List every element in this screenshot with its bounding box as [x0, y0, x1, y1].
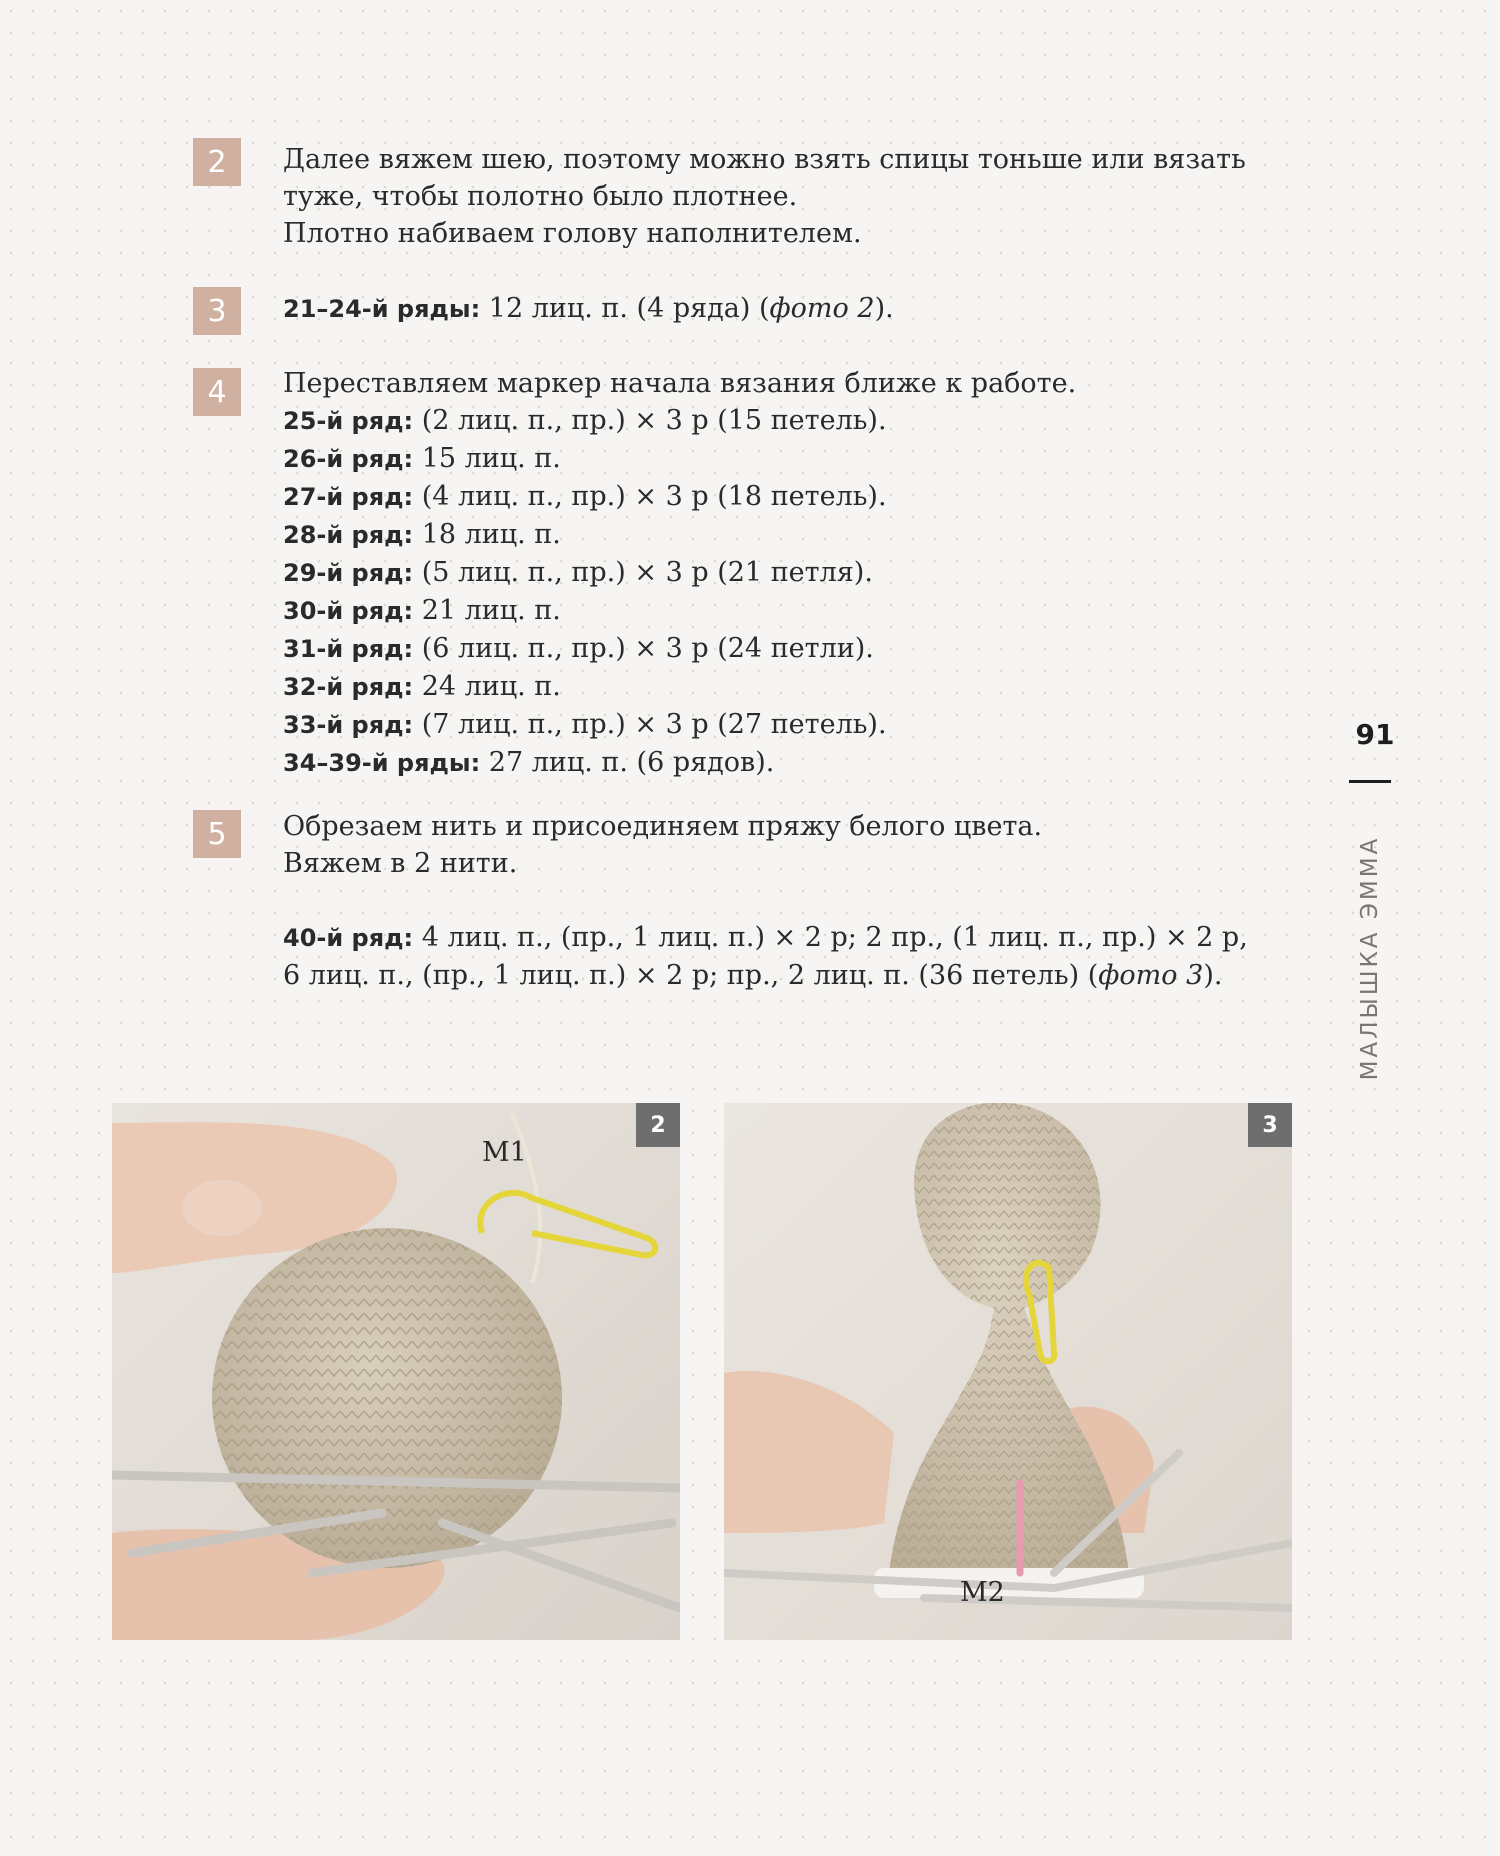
photo-2	[112, 1103, 680, 1640]
step-number-5: 5	[193, 810, 241, 858]
step-3-text: 21–24-й ряды: 12 лиц. п. (4 ряда) (фото 2).	[283, 293, 894, 324]
row-27: 27-й ряд: (4 лиц. п., пр.) × 3 р (18 петель).	[283, 481, 887, 512]
photo-3-image	[724, 1103, 1292, 1640]
photo-2-marker-label: M1	[482, 1137, 527, 1168]
row-31: 31-й ряд: (6 лиц. п., пр.) × 3 р (24 петли).	[283, 633, 874, 664]
photo-3-marker-label: M2	[960, 1577, 1005, 1608]
photo-3-number: 3	[1248, 1103, 1292, 1147]
row-25: 25-й ряд: (2 лиц. п., пр.) × 3 р (15 петель).	[283, 405, 887, 436]
step-number-2: 2	[193, 138, 241, 186]
photo-3	[724, 1103, 1292, 1640]
chapter-title: МАЛЫШКА ЭММА	[1357, 835, 1383, 1081]
row-30: 30-й ряд: 21 лиц. п.	[283, 595, 561, 626]
row-29: 29-й ряд: (5 лиц. п., пр.) × 3 р (21 петля).	[283, 557, 873, 588]
row-32: 32-й ряд: 24 лиц. п.	[283, 671, 561, 702]
row-34-39: 34–39-й ряды: 27 лиц. п. (6 рядов).	[283, 747, 775, 778]
row-33: 33-й ряд: (7 лиц. п., пр.) × 3 р (27 петель).	[283, 709, 887, 740]
step-4-text: Переставляем маркер начала вязания ближе к работе. 25-й ряд: (2 лиц. п., пр.) × 3 р (15 петель). 26-й ряд: 15 лиц. п. 27-й ряд: (4 лиц. п., пр.) × 3 р (18 петель). 28-й ряд: 18 лиц. п. 29-й ряд: (5 лиц. п., пр.) × 3 р (21 петля). 30-й ряд: 21 лиц. п. 31-й ряд: (6 лиц. п., пр.) × 3 р (24 петли). 32-й ряд: 24 лиц. п. 33-й ряд: (7 лиц. п., пр.) × 3 р (27 петель). 34–39-й ряды: 27 лиц. п. (6 рядов).	[283, 365, 1283, 782]
row-26: 26-й ряд: 15 лиц. п.	[283, 443, 561, 474]
step-number-3: 3	[193, 287, 241, 335]
row-28: 28-й ряд: 18 лиц. п.	[283, 519, 561, 550]
photo-2-image	[112, 1103, 680, 1640]
step-2-text: Далее вяжем шею, поэтому можно взять спицы тоньше или вязать туже, чтобы полотно было плотнее. Плотно набиваем голову наполнителем.	[283, 144, 1246, 249]
photo-2-number: 2	[636, 1103, 680, 1147]
page-number: 91	[1355, 718, 1395, 751]
step-5-text: Обрезаем нить и присоединяем пряжу белого цвета. Вяжем в 2 нити. 40-й ряд: 4 лиц. п., (пр., 1 лиц. п.) × 2 р; 2 пр., (1 лиц. п., пр.) × 2 р, 6 лиц. п., (пр., 1 лиц. п.) × 2 р; пр., 2 лиц. п. (36 петель) (фото 3).	[283, 811, 1248, 991]
sidebar-divider	[1349, 780, 1391, 783]
step-number-4: 4	[193, 368, 241, 416]
